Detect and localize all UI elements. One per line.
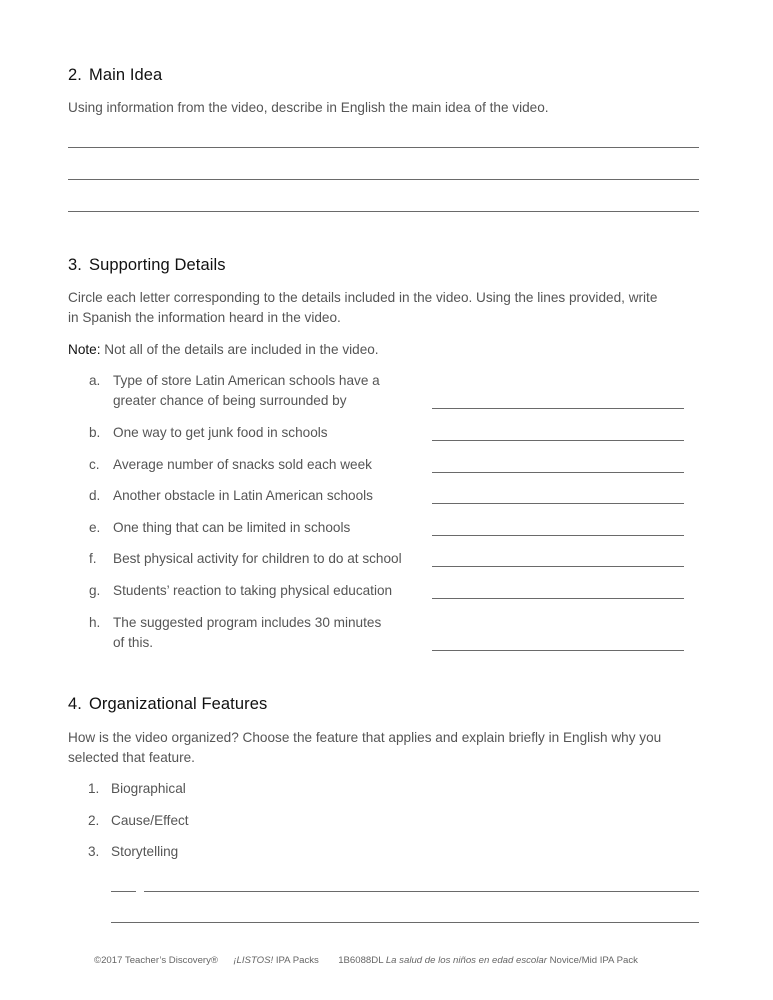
section-4-instruction-line-1: How is the video organized? Choose the feature that applies and explain briefly in English why you: [68, 730, 662, 745]
footer-copyright: ©2017 Teacher’s Discovery®: [94, 955, 218, 966]
footer-level: Novice/Mid IPA Pack: [546, 955, 638, 966]
note-text: Not all of the details are included in the video.: [100, 342, 379, 357]
detail-text: Average number of snacks sold each week: [113, 457, 372, 472]
section-4-heading: [68, 695, 267, 714]
section-3-instruction-line-1: Circle each letter corresponding to the details included in the video. Using the lines provided, write: [68, 290, 658, 305]
detail-text: One way to get junk food in schools: [113, 425, 328, 440]
footer-title-italic: La salud de los niños en edad escolar: [385, 955, 547, 966]
section-2-instruction: Using information from the video, describe in English the main idea of the video.: [68, 100, 549, 115]
section-4-number: 4.: [68, 695, 82, 713]
main-idea-answer-line-3[interactable]: [68, 211, 699, 212]
detail-letter[interactable]: g.: [89, 583, 101, 598]
section-2-heading: [68, 66, 162, 85]
main-idea-answer-line-1[interactable]: [68, 147, 699, 148]
explanation-line-1[interactable]: [144, 891, 699, 892]
footer-code: 1B6088DL: [338, 955, 386, 966]
section-2-title: Main Idea: [88, 66, 163, 84]
note-label: Note:: [68, 342, 101, 357]
detail-letter[interactable]: b.: [89, 425, 101, 440]
detail-letter[interactable]: f.: [89, 551, 97, 566]
detail-text: Students’ reaction to taking physical education: [113, 583, 393, 598]
detail-answer-line[interactable]: [432, 598, 684, 599]
detail-letter[interactable]: a.: [89, 373, 101, 388]
detail-text-line-1: The suggested program includes 30 minutes: [113, 615, 382, 630]
main-idea-answer-line-2[interactable]: [68, 179, 699, 180]
section-3-title: Supporting Details: [88, 256, 226, 274]
footer-series: IPA Packs: [273, 955, 319, 966]
option-number: 1.: [88, 781, 100, 796]
option-number: 2.: [88, 813, 100, 828]
footer: [94, 955, 638, 966]
detail-text: Best physical activity for children to do at school: [113, 551, 402, 566]
section-3-instruction-line-2: in Spanish the information heard in the video.: [68, 310, 341, 325]
detail-answer-line[interactable]: [432, 566, 684, 567]
detail-answer-line[interactable]: [432, 650, 684, 651]
detail-answer-line[interactable]: [432, 408, 684, 409]
detail-text: One thing that can be limited in schools: [113, 520, 351, 535]
section-2-number: 2.: [68, 66, 82, 84]
explanation-line-2[interactable]: [111, 922, 699, 923]
detail-answer-line[interactable]: [432, 535, 684, 536]
detail-text-line-2: of this.: [113, 635, 154, 650]
footer-series-italic: ¡LISTOS!: [233, 955, 274, 966]
detail-text-line-1: Type of store Latin American schools have a: [113, 373, 380, 388]
detail-answer-line[interactable]: [432, 472, 684, 473]
detail-letter[interactable]: e.: [89, 520, 101, 535]
detail-letter[interactable]: h.: [89, 615, 101, 630]
detail-answer-line[interactable]: [432, 503, 684, 504]
option-label: Cause/Effect: [111, 813, 189, 828]
detail-text-line-2: greater chance of being surrounded by: [113, 393, 347, 408]
detail-text: Another obstacle in Latin American schools: [113, 488, 373, 503]
detail-letter[interactable]: d.: [89, 488, 101, 503]
choice-number-blank[interactable]: [111, 891, 136, 892]
detail-answer-line[interactable]: [432, 440, 684, 441]
section-4-instruction-line-2: selected that feature.: [68, 750, 195, 765]
option-label: Storytelling: [111, 844, 179, 859]
option-number: 3.: [88, 844, 100, 859]
detail-letter[interactable]: c.: [89, 457, 100, 472]
section-3-note: [68, 340, 379, 360]
section-3-number: 3.: [68, 256, 82, 274]
option-label: Biographical: [111, 781, 186, 796]
section-4-title: Organizational Features: [88, 695, 268, 713]
section-3-heading: [68, 256, 226, 275]
